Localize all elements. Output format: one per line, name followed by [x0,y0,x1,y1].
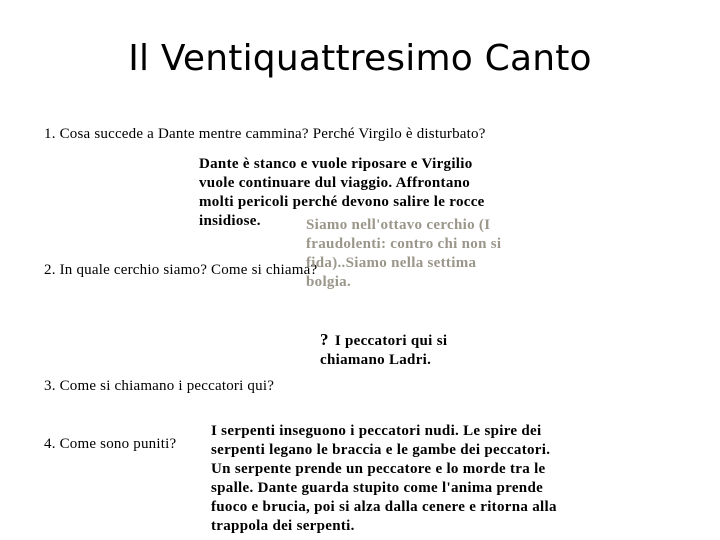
question-2: 2. In quale cerchio siamo? Come si chiama? [44,262,318,278]
question-4: 4. Come sono puniti? [44,436,177,452]
question-1: 1. Cosa succede a Dante mentre cammina? Perché Virgilo è disturbato? [44,126,486,142]
slide-title: Il Ventiquattresimo Canto [128,38,592,79]
question-3: 3. Come si chiamano i peccatori qui? [44,378,275,394]
answer-3 [320,330,470,370]
answer-1: Dante è stanco e vuole riposare e Virgilio vuole continuare dul viaggio. Affrontano molti pericoli perché devono salire le rocce insidiose. [199,156,485,229]
answer-3-text: I peccatori qui si chiamano Ladri. [320,333,448,368]
answer-4: I serpenti inseguono i peccatori nudi. Le spire dei serpenti legano le braccia e le gambe dei peccatori. Un serpente prende un peccatore e lo morde tra le spalle. Dante guarda stupito come l'anima prende fuoco e brucia, poi si alza dalla cenere e ritorna alla trappola dei serpenti. [211,423,557,534]
answer-2: Siamo nell'ottavo cerchio (I fraudolenti: contro chi non si fida)..Siamo nella settima bolgia. [306,217,502,290]
question-mark-icon: ? [320,330,329,349]
